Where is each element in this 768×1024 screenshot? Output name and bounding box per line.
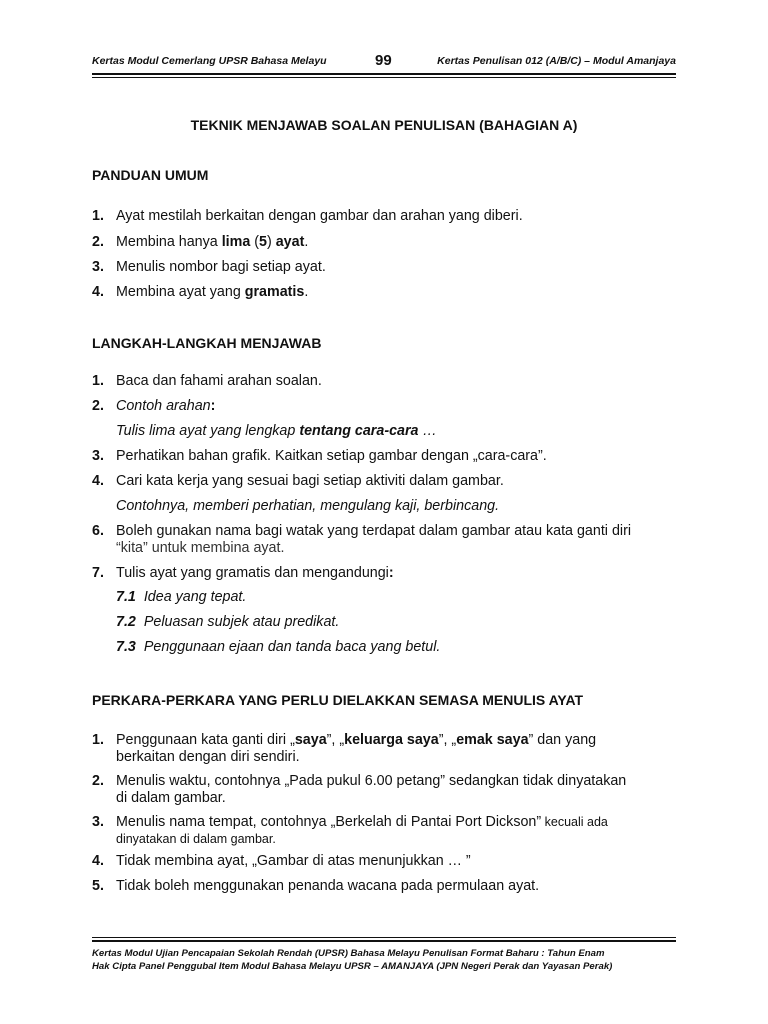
item-text: Penggunaan kata ganti diri „saya”, „keluarga saya”, „emak saya” dan yang — [116, 732, 597, 748]
item-text: Membina ayat yang gramatis. — [116, 284, 309, 300]
document-page — [92, 0, 676, 1024]
item-number: 5. — [92, 878, 104, 894]
footer-rule-top — [92, 937, 676, 938]
item-text: Boleh gunakan nama bagi watak yang terdapat dalam gambar atau kata ganti diri — [116, 523, 632, 539]
header-rule-top — [92, 73, 676, 75]
item-text: Menulis waktu, contohnya „Pada pukul 6.00 petang” sedangkan tidak dinyatakan — [116, 773, 627, 789]
item-text: Membina hanya lima (5) ayat. — [116, 234, 309, 250]
header-rule-bottom — [92, 77, 676, 78]
item-text: dinyatakan di dalam gambar. — [116, 832, 276, 846]
item-number: 3. — [92, 448, 104, 464]
item-text: Tidak boleh menggunakan penanda wacana pada permulaan ayat. — [116, 878, 540, 894]
footer-rule-bottom — [92, 940, 676, 942]
item-text: “kita” untuk membina ayat. — [116, 540, 285, 556]
page-header — [92, 52, 676, 70]
page-title: TEKNIK MENJAWAB SOALAN PENULISAN (BAHAGIAN A) — [190, 117, 578, 133]
item-number: 1. — [92, 373, 104, 389]
item-number: 7. — [92, 565, 104, 581]
item-number: 2. — [92, 234, 104, 250]
example-text: Contohnya, memberi perhatian, mengulang kaji, berbincang. — [116, 498, 500, 514]
item-number: 2. — [92, 398, 104, 414]
item-number: 1. — [92, 208, 104, 224]
item-text: Perhatikan bahan grafik. Kaitkan setiap gambar dengan „cara-cara”. — [116, 448, 547, 464]
item-number: 2. — [92, 773, 104, 789]
sub-item-text: 7.2 Peluasan subjek atau predikat. — [116, 614, 340, 630]
item-number: 1. — [92, 732, 104, 748]
header-right-text: Kertas Penulisan 012 (A/B/C) – Modul Amanjaya — [437, 55, 676, 67]
item-text: Cari kata kerja yang sesuai bagi setiap aktiviti dalam gambar. — [116, 473, 504, 489]
sub-item-text: 7.1 Idea yang tepat. — [116, 589, 247, 605]
item-number: 3. — [92, 259, 104, 275]
section-heading-langkah: LANGKAH-LANGKAH MENJAWAB — [92, 335, 322, 351]
item-text: Ayat mestilah berkaitan dengan gambar dan arahan yang diberi. — [116, 208, 523, 224]
item-text: Tidak membina ayat, „Gambar di atas menunjukkan … ” — [116, 853, 471, 869]
section-heading-perkara: PERKARA-PERKARA YANG PERLU DIELAKKAN SEMASA MENULIS AYAT — [92, 692, 584, 708]
footer-line-2: Hak Cipta Panel Penggubal Item Modul Bahasa Melayu UPSR – AMANJAYA (JPN Negeri Perak dan Yayasan Perak) — [92, 961, 613, 972]
footer-line-1: Kertas Modul Ujian Pencapaian Sekolah Rendah (UPSR) Bahasa Melayu Penulisan Format Baharu : Tahun Enam — [92, 948, 605, 959]
item-number: 3. — [92, 814, 104, 830]
item-text: Baca dan fahami arahan soalan. — [116, 373, 322, 389]
page-footer — [92, 947, 676, 973]
item-number: 4. — [92, 473, 104, 489]
item-text: Menulis nama tempat, contohnya „Berkelah di Pantai Port Dickson” kecuali ada — [116, 814, 608, 830]
header-left-text: Kertas Modul Cemerlang UPSR Bahasa Melayu — [92, 55, 327, 67]
example-instruction: Tulis lima ayat yang lengkap tentang cara-cara … — [116, 423, 437, 439]
item-number: 6. — [92, 523, 104, 539]
item-text: berkaitan dengan diri sendiri. — [116, 749, 300, 765]
section-heading-panduan: PANDUAN UMUM — [92, 167, 209, 183]
item-number: 4. — [92, 284, 104, 300]
item-text: Menulis nombor bagi setiap ayat. — [116, 259, 326, 275]
item-text: di dalam gambar. — [116, 790, 226, 806]
page-number: 99 — [375, 52, 392, 69]
sub-item-text: 7.3 Penggunaan ejaan dan tanda baca yang betul. — [116, 639, 441, 655]
item-text: Tulis ayat yang gramatis dan mengandungi: — [116, 565, 394, 581]
item-text: Contoh arahan: — [116, 398, 216, 414]
item-number: 4. — [92, 853, 104, 869]
